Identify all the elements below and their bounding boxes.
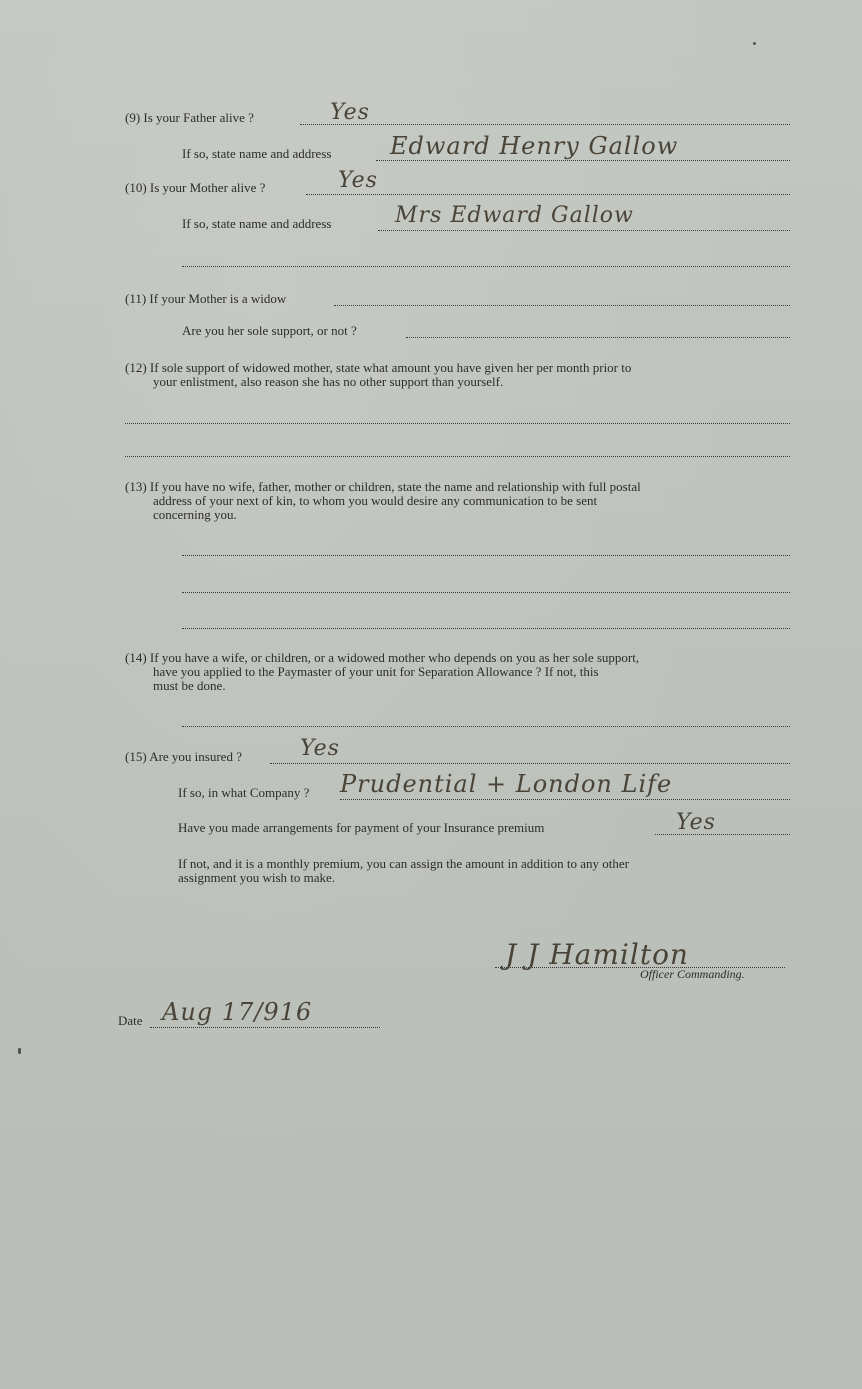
q9-answer-line bbox=[300, 124, 790, 125]
q14-line1: If you have a wife, or children, or a widowed mother who depends on you as her sole support, bbox=[149, 650, 640, 665]
q9-question: (9) Is your Father alive ? bbox=[125, 110, 254, 125]
q10-answer-line bbox=[306, 194, 790, 195]
officer-title: Officer Commanding. bbox=[640, 967, 745, 981]
q15-question: (15) Are you insured ? bbox=[125, 749, 242, 764]
q12-line2: your enlistment, also reason she has no other support than yourself. bbox=[153, 374, 504, 389]
q12-text bbox=[125, 361, 790, 389]
q15-note bbox=[178, 857, 790, 885]
q14-line bbox=[182, 726, 790, 727]
q9-sub-answer: Edward Henry Gallow bbox=[390, 132, 679, 160]
q13-line-b bbox=[182, 592, 790, 593]
q10-sub-line bbox=[378, 230, 790, 231]
q15-arrangements-label: Have you made arrangements for payment of your Insurance premium bbox=[178, 820, 545, 835]
q15-company-line bbox=[340, 799, 790, 800]
q14-text bbox=[125, 651, 790, 693]
q15-company-answer: Prudential + London Life bbox=[340, 770, 673, 798]
q9-sub-label: If so, state name and address bbox=[182, 146, 332, 161]
q13-number: (13) bbox=[125, 479, 147, 494]
q14-line2: have you applied to the Paymaster of your unit for Separation Allowance ? If not, this bbox=[153, 664, 599, 679]
q11-question: (11) If your Mother is a widow bbox=[125, 291, 287, 306]
officer-signature: J J Hamilton bbox=[505, 938, 689, 971]
q9-sub-line bbox=[376, 160, 790, 161]
q15-company-label: If so, in what Company ? bbox=[178, 785, 310, 800]
q15-arrangements-answer: Yes bbox=[676, 810, 716, 835]
q10-sub-answer: Mrs Edward Gallow bbox=[395, 203, 634, 228]
q14-number: (14) bbox=[125, 650, 147, 665]
q15-note-line2: assignment you wish to make. bbox=[178, 870, 336, 885]
paper-speck bbox=[18, 1048, 21, 1054]
q12-number: (12) bbox=[125, 360, 147, 375]
q14-line3: must be done. bbox=[153, 678, 226, 693]
q13-line-a bbox=[182, 555, 790, 556]
q10-sub-label: If so, state name and address bbox=[182, 216, 332, 231]
q13-line1: If you have no wife, father, mother or children, state the name and relationship with full postal bbox=[149, 479, 641, 494]
paper-speck bbox=[753, 42, 756, 45]
q10-question: (10) Is your Mother alive ? bbox=[125, 180, 266, 195]
q15-answer-line bbox=[270, 763, 790, 764]
q13-line2: address of your next of kin, to whom you would desire any communication to be sent bbox=[153, 493, 598, 508]
q12-line-a bbox=[125, 423, 790, 424]
q15-note-line1: If not, and it is a monthly premium, you can assign the amount in addition to any other bbox=[178, 856, 629, 871]
q11-sub-label: Are you her sole support, or not ? bbox=[182, 323, 357, 338]
q15-answer: Yes bbox=[300, 736, 340, 761]
q10-answer: Yes bbox=[338, 168, 378, 193]
q11-line bbox=[334, 305, 790, 306]
q12-line-b bbox=[125, 456, 790, 457]
date-line bbox=[150, 1027, 380, 1028]
q12-line1: If sole support of widowed mother, state what amount you have given her per month prior to bbox=[149, 360, 632, 375]
q13-line3: concerning you. bbox=[153, 507, 237, 522]
q13-line-c bbox=[182, 628, 790, 629]
date-label: Date bbox=[118, 1013, 143, 1028]
date-value: Aug 17/916 bbox=[162, 998, 313, 1026]
q10-extra-line bbox=[182, 266, 790, 267]
q9-answer: Yes bbox=[330, 100, 370, 125]
q11-sub-line bbox=[406, 337, 790, 338]
q13-text bbox=[125, 480, 790, 522]
